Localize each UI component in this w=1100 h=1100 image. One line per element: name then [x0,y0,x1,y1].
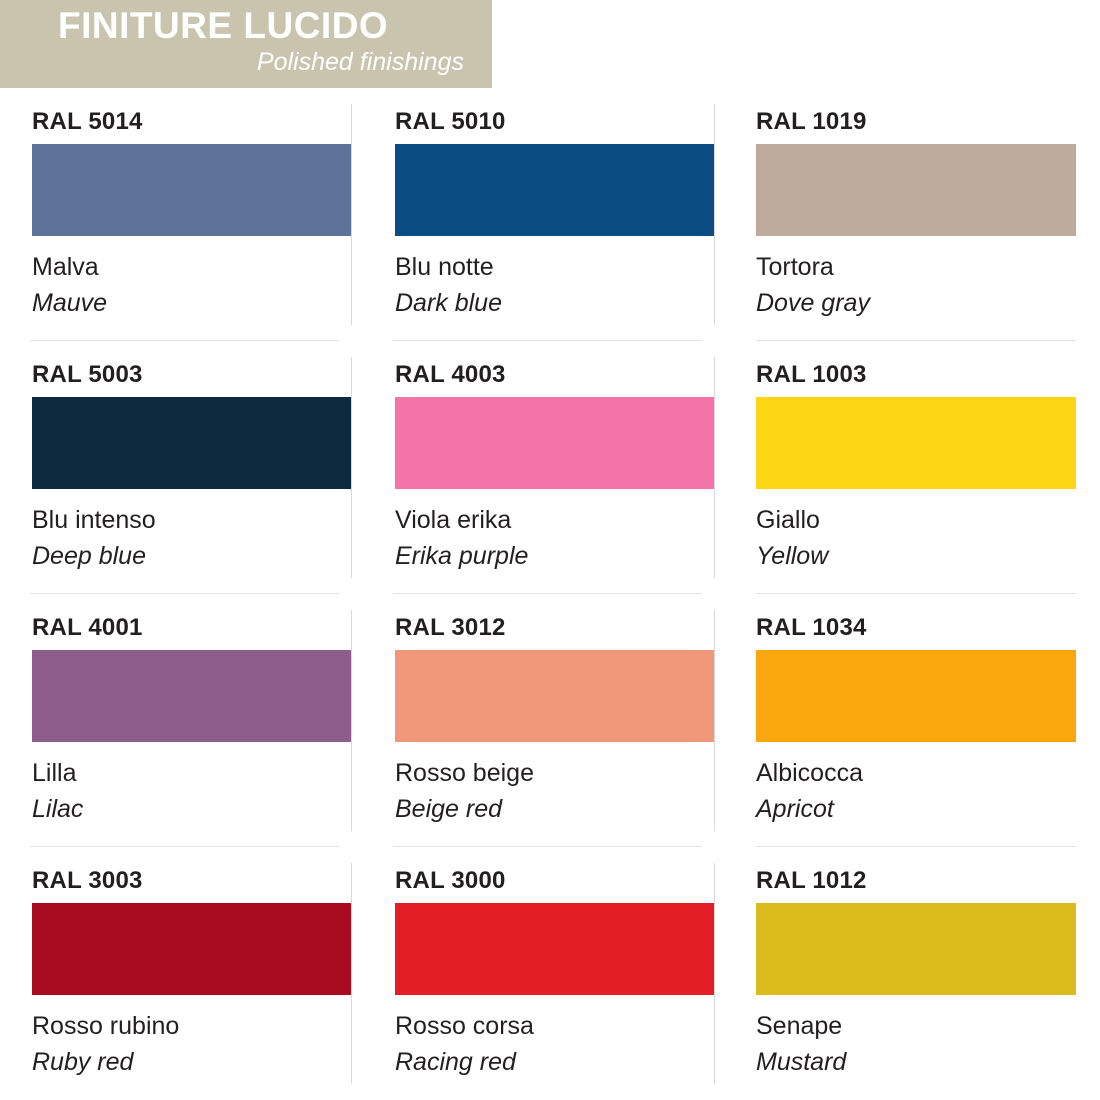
ral-code: RAL 1003 [756,361,867,388]
color-name-it: Giallo [756,506,820,534]
swatch-card[interactable] [0,88,363,341]
color-name-it: Rosso beige [395,759,534,787]
color-swatch [395,650,715,742]
color-swatch [756,144,1076,236]
color-name-en: Lilac [32,795,84,824]
color-name-it: Rosso corsa [395,1012,534,1040]
color-name-en: Dark blue [395,289,502,318]
color-swatch [32,144,352,236]
color-name-it: Viola erika [395,506,512,534]
swatch-card[interactable] [0,341,363,594]
color-name-en: Dove gray [756,289,870,318]
ral-code: RAL 3000 [395,867,506,894]
ral-code: RAL 5014 [32,108,143,135]
color-name-it: Lilla [32,759,77,787]
page-title: FINITURE LUCIDO [58,5,389,47]
color-name-en: Mauve [32,289,108,318]
header-banner [0,0,492,88]
swatch-grid [0,88,1100,1100]
color-swatch [756,397,1076,489]
color-name-it: Albicocca [756,759,863,787]
ral-code: RAL 4003 [395,361,506,388]
swatch-card[interactable] [726,341,1100,594]
color-swatch [395,903,715,995]
color-name-en: Mustard [756,1048,847,1077]
color-name-en: Racing red [395,1048,516,1077]
swatch-card[interactable] [363,594,726,847]
color-swatch [756,650,1076,742]
color-swatch [395,397,715,489]
color-name-it: Tortora [756,253,834,281]
page-subtitle: Polished finishings [256,48,464,77]
swatch-card[interactable] [726,847,1100,1100]
color-swatch [32,397,352,489]
color-name-en: Ruby red [32,1048,134,1077]
ral-code: RAL 1019 [756,108,867,135]
swatch-card[interactable] [0,847,363,1100]
color-name-en: Apricot [756,795,834,824]
color-name-en: Erika purple [395,542,529,571]
color-swatch [756,903,1076,995]
color-name-it: Rosso rubino [32,1012,180,1040]
color-swatch [32,650,352,742]
swatch-card[interactable] [363,847,726,1100]
swatch-card[interactable] [726,88,1100,341]
color-swatch [32,903,352,995]
color-name-en: Yellow [756,542,829,571]
color-name-en: Beige red [395,795,503,824]
ral-code: RAL 1012 [756,867,867,894]
color-name-it: Blu intenso [32,506,156,534]
swatch-card[interactable] [363,88,726,341]
swatch-card[interactable] [363,341,726,594]
ral-code: RAL 4001 [32,614,143,641]
swatch-card[interactable] [726,594,1100,847]
color-name-it: Malva [32,253,99,281]
color-name-it: Blu notte [395,253,494,281]
swatch-card[interactable] [0,594,363,847]
color-name-en: Deep blue [32,542,146,571]
ral-code: RAL 5010 [395,108,506,135]
ral-code: RAL 1034 [756,614,867,641]
ral-code: RAL 5003 [32,361,143,388]
ral-code: RAL 3012 [395,614,506,641]
ral-code: RAL 3003 [32,867,143,894]
color-swatch [395,144,715,236]
color-name-it: Senape [756,1012,843,1040]
